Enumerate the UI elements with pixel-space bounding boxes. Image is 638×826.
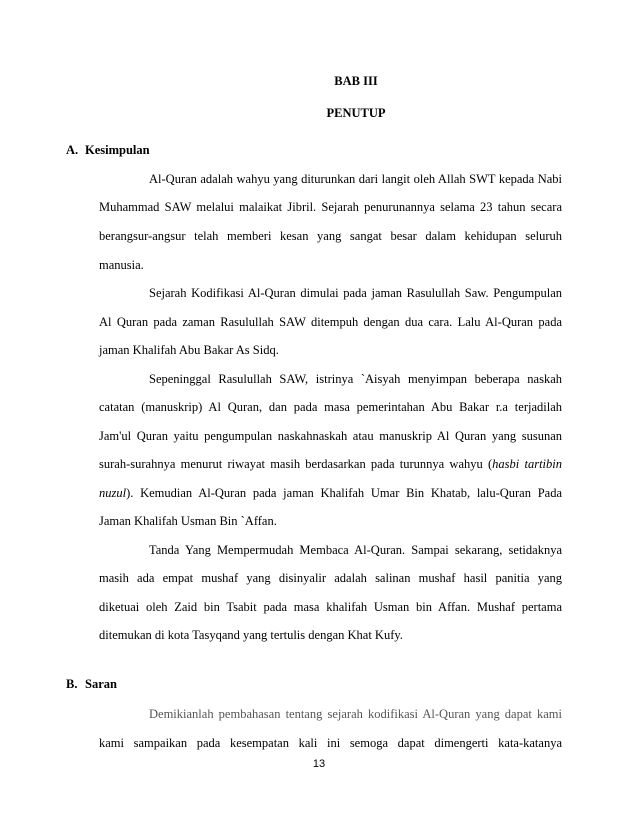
paragraph-line: Al Quran pada zaman Rasulullah SAW ditempuh dengan dua cara. Lalu Al-Quran pada [99, 315, 562, 329]
section-title: Saran [85, 677, 117, 691]
chapter-title: PENUTUP [326, 106, 386, 120]
section-letter: A. [66, 143, 79, 157]
paragraph-line: Al-Quran adalah wahyu yang diturunkan dari langit oleh Allah SWT kepada Nabi [149, 172, 562, 186]
paragraph-line: Jam'ul Quran yaitu pengumpulan naskahnaskah atau manuskrip Al Quran yang susunan [99, 429, 562, 443]
paragraph-line: berangsur-angsur telah memberi kesan yang sangat besar dalam kehidupan seluruh [99, 229, 562, 243]
paragraph-line: catatan (manuskrip) Al Quran, dan pada masa pemerintahan Abu Bakar r.a terjadilah [99, 400, 562, 414]
section-title: Kesimpulan [85, 143, 150, 157]
italic-term: hasbi tartibin [492, 457, 563, 471]
paragraph-line: manusia. [99, 258, 144, 272]
paragraph-line [99, 456, 562, 472]
paragraph-line: Demikianlah pembahasan tentang sejarah kodifikasi Al-Quran yang dapat kami [149, 707, 562, 721]
paragraph-line: ditemukan di kota Tasyqand yang tertulis dengan Khat Kufy. [99, 628, 403, 642]
paragraph-line: Muhammad SAW melalui malaikat Jibril. Sejarah penurunannya selama 23 tahun secara [99, 200, 562, 214]
paragraph-line: jaman Khalifah Abu Bakar As Sidq. [99, 343, 279, 357]
paragraph-line: kami sampaikan pada kesempatan kali ini semoga dapat dimengerti kata-katanya [99, 736, 562, 750]
section-letter: B. [66, 677, 78, 691]
paragraph-line: Sepeninggal Rasulullah SAW, istrinya `Aisyah menyimpan beberapa naskah [149, 372, 562, 386]
paragraph-line: Tanda Yang Mempermudah Membaca Al-Quran. Sampai sekarang, setidaknya [149, 543, 562, 557]
line-text: surah-surahnya menurut riwayat masih berdasarkan pada turunnya wahyu ( [99, 457, 493, 471]
paragraph-line: masih ada empat mushaf yang disinyalir adalah salinan mushaf hasil panitia yang [99, 571, 562, 585]
chapter-label: BAB III [334, 74, 378, 88]
section-heading-kesimpulan [66, 143, 150, 158]
section-heading-saran [66, 677, 117, 692]
paragraph-line: Jaman Khalifah Usman Bin `Affan. [99, 514, 277, 528]
paragraph-line [99, 485, 562, 501]
line-text: ). Kemudian Al-Quran pada jaman Khalifah Umar Bin Khatab, lalu-Quran Pada [126, 486, 562, 500]
page-number: 13 [312, 758, 326, 770]
paragraph-line: diketuai oleh Zaid bin Tsabit pada masa khalifah Usman bin Affan. Mushaf pertama [99, 600, 562, 614]
paragraph-line: Sejarah Kodifikasi Al-Quran dimulai pada jaman Rasulullah Saw. Pengumpulan [149, 286, 562, 300]
italic-term: nuzul [99, 486, 127, 500]
